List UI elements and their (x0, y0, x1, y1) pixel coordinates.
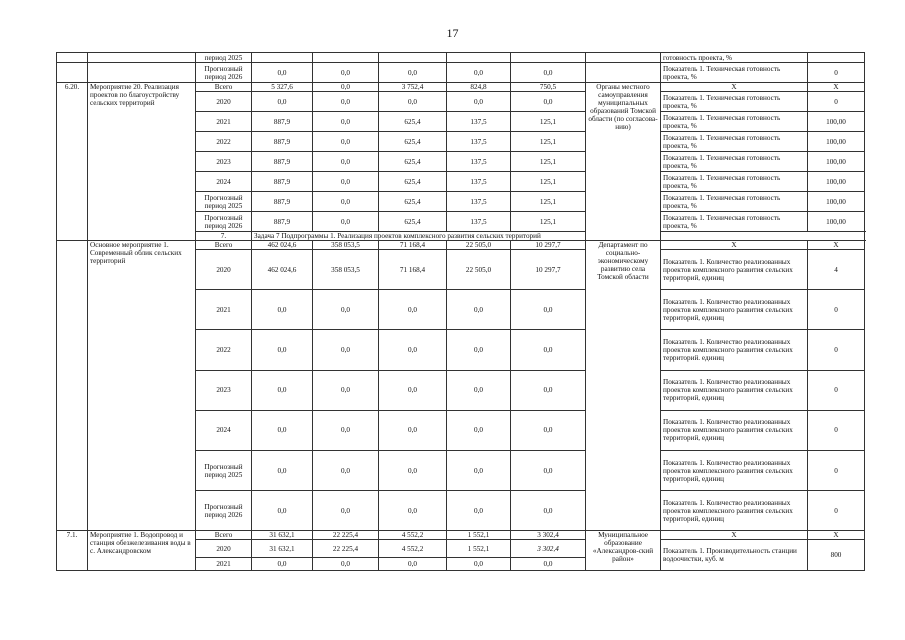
value-cell: 0,0 (511, 63, 586, 83)
period-cell: 2024 (196, 172, 252, 192)
value-cell: 887,9 (252, 172, 313, 192)
value-cell: 0,0 (447, 63, 511, 83)
number-cell (57, 53, 88, 63)
indicator-cell: Показатель 1. Техническая готовность проекта, % (661, 112, 808, 132)
value-cell: 887,9 (252, 152, 313, 172)
target-value-cell (808, 53, 865, 63)
value-cell: 137,5 (447, 152, 511, 172)
indicator-cell: Показатель 1. Техническая готовность проекта, % (661, 92, 808, 112)
value-cell: 137,5 (447, 212, 511, 232)
table-row (57, 241, 865, 250)
name-cell (88, 53, 196, 63)
period-cell: 2020 (196, 92, 252, 112)
value-cell: 0,0 (313, 410, 379, 450)
period-cell: 2023 (196, 370, 252, 410)
indicator-cell: Показатель 1. Количество реализованных проектов комплексного развития сельских территорий, единиц (661, 250, 808, 290)
value-cell: 3 302,4 (511, 540, 586, 558)
value-cell: 0,0 (252, 63, 313, 83)
value-cell: 125,1 (511, 112, 586, 132)
value-cell: 4 552,2 (379, 531, 447, 540)
value-cell: 887,9 (252, 132, 313, 152)
value-cell: 5 327,6 (252, 83, 313, 92)
table-row (57, 83, 865, 92)
value-cell: 887,9 (252, 192, 313, 212)
value-cell: 358 053,5 (313, 250, 379, 290)
value-cell: 10 297,7 (511, 241, 586, 250)
value-cell: 0,0 (313, 92, 379, 112)
program-table (56, 52, 865, 571)
value-cell: 125,1 (511, 152, 586, 172)
value-cell: 0,0 (511, 450, 586, 490)
value-cell: 0,0 (313, 63, 379, 83)
value-cell: 0,0 (511, 92, 586, 112)
target-value-cell: 100,00 (808, 212, 865, 232)
value-cell: 0,0 (252, 330, 313, 370)
target-value-cell: 0 (808, 92, 865, 112)
value-cell: 625,4 (379, 172, 447, 192)
period-cell: 2022 (196, 132, 252, 152)
value-cell: 0,0 (379, 330, 447, 370)
value-cell: 137,5 (447, 172, 511, 192)
value-cell: 31 632,1 (252, 531, 313, 540)
target-value-cell: 0 (808, 491, 865, 531)
value-cell: 0,0 (313, 330, 379, 370)
indicator-cell: Показатель 1. Техническая готовность проекта, % (661, 132, 808, 152)
value-cell: 125,1 (511, 212, 586, 232)
period-cell: Всего (196, 531, 252, 540)
value-cell: 22 225,4 (313, 540, 379, 558)
value-cell: 0,0 (379, 491, 447, 531)
executor-cell (586, 53, 661, 63)
value-cell: 125,1 (511, 192, 586, 212)
table-row (57, 53, 865, 63)
value-cell: 0,0 (511, 410, 586, 450)
executor-cell: Муниципальное образование «Александров-ский район» (586, 531, 661, 571)
value-cell: 0,0 (313, 132, 379, 152)
value-cell: 462 024,6 (252, 241, 313, 250)
target-value-cell: 0 (808, 410, 865, 450)
page-number: 17 (446, 26, 459, 40)
value-cell: 22 505,0 (447, 250, 511, 290)
value-cell: 0,0 (313, 112, 379, 132)
value-cell: 0,0 (447, 558, 511, 571)
item-number: 6.20. (57, 83, 88, 241)
value-cell: 0,0 (252, 450, 313, 490)
period-cell: Прогнозный период 2025 (196, 450, 252, 490)
indicator-cell: Показатель 1. Количество реализованных проектов комплексного развития сельских территорий. единиц (661, 330, 808, 370)
value-cell: 0,0 (313, 83, 379, 92)
item-number (57, 241, 88, 531)
target-value-cell: X (808, 83, 865, 92)
task-title: Задача 7 Подпрограммы 1. Реализация проектов комплексного развития сельских территорий (252, 232, 865, 241)
value-cell: 0,0 (313, 290, 379, 330)
value-cell (447, 53, 511, 63)
indicator-cell: X (661, 83, 808, 92)
value-cell: 625,4 (379, 192, 447, 212)
value-cell: 0,0 (313, 450, 379, 490)
period-cell: 2023 (196, 152, 252, 172)
value-cell: 0,0 (447, 410, 511, 450)
value-cell: 71 168,4 (379, 241, 447, 250)
value-cell: 125,1 (511, 172, 586, 192)
value-cell: 0,0 (379, 370, 447, 410)
value-cell: 71 168,4 (379, 250, 447, 290)
value-cell: 0,0 (313, 491, 379, 531)
target-value-cell: 100,00 (808, 172, 865, 192)
value-cell: 887,9 (252, 212, 313, 232)
value-cell (252, 53, 313, 63)
value-cell (379, 53, 447, 63)
value-cell: 31 632,1 (252, 540, 313, 558)
name-cell (88, 63, 196, 83)
value-cell: 0,0 (252, 290, 313, 330)
value-cell: 0,0 (379, 63, 447, 83)
target-value-cell: 0 (808, 330, 865, 370)
item-name: Мероприятие 20. Реализация проектов по благоустройству сельских территорий (88, 83, 196, 241)
period-cell: 2021 (196, 290, 252, 330)
period-cell: Всего (196, 241, 252, 250)
value-cell: 22 225,4 (313, 531, 379, 540)
value-cell: 137,5 (447, 192, 511, 212)
executor-cell: Органы местного самоуправления муниципальных образований Томской области (по согласова-нию) (586, 83, 661, 241)
value-cell: 625,4 (379, 212, 447, 232)
value-cell: 887,9 (252, 112, 313, 132)
period-cell: 2020 (196, 250, 252, 290)
item-name: Мероприятие 1. Водопровод и станция обезжелезивания воды в с. Александровском (88, 531, 196, 571)
indicator-cell: Показатель 1. Техническая готовность проекта, % (661, 172, 808, 192)
period-cell: период 2025 (196, 53, 252, 63)
value-cell: 0,0 (313, 192, 379, 212)
value-cell: 0,0 (511, 491, 586, 531)
value-cell: 0,0 (252, 410, 313, 450)
period-cell: Всего (196, 83, 252, 92)
item-number: 7.1. (57, 531, 88, 571)
value-cell: 0,0 (313, 370, 379, 410)
value-cell: 0,0 (447, 92, 511, 112)
period-cell: 2020 (196, 540, 252, 558)
value-cell: 0,0 (313, 558, 379, 571)
value-cell: 0,0 (313, 212, 379, 232)
value-cell: 0,0 (313, 152, 379, 172)
value-cell: 0,0 (379, 92, 447, 112)
indicator-cell: Показатель 1. Количество реализованных проектов комплексного развития сельских территорий, единиц (661, 370, 808, 410)
value-cell: 125,1 (511, 132, 586, 152)
value-cell: 3 752,4 (379, 83, 447, 92)
period-cell: Прогнозный период 2026 (196, 63, 252, 83)
value-cell: 0,0 (379, 410, 447, 450)
indicator-cell: Показатель 1. Техническая готовность проекта, % (661, 192, 808, 212)
indicator-cell: X (661, 241, 808, 250)
value-cell: 0,0 (447, 330, 511, 370)
value-cell: 4 552,2 (379, 540, 447, 558)
period-cell: Прогнозный период 2026 (196, 491, 252, 531)
value-cell: 0,0 (252, 92, 313, 112)
indicator-cell: Показатель 1. Техническая готовность проекта, % (661, 63, 808, 83)
indicator-cell: Показатель 1. Количество реализованных проектов комплексного развития сельских территорий, единиц (661, 491, 808, 531)
value-cell: 0,0 (511, 558, 586, 571)
value-cell (511, 53, 586, 63)
item-name: Основное мероприятие 1. Современный облик сельских территорий (88, 241, 196, 531)
indicator-cell: Показатель 1. Техническая готовность проекта, % (661, 152, 808, 172)
value-cell: 137,5 (447, 112, 511, 132)
target-value-cell: 100,00 (808, 152, 865, 172)
value-cell: 0,0 (379, 558, 447, 571)
target-value-cell: 0 (808, 450, 865, 490)
value-cell: 0,0 (447, 491, 511, 531)
value-cell: 0,0 (313, 172, 379, 192)
indicator-cell: Показатель 1. Количество реализованных проектов комплексного развития сельских территорий, единиц (661, 290, 808, 330)
value-cell (313, 53, 379, 63)
executor-cell (586, 63, 661, 83)
target-value-cell: 100,00 (808, 112, 865, 132)
value-cell: 3 302,4 (511, 531, 586, 540)
indicator-cell: Показатель 1. Количество реализованных проектов комплексного развития сельских территорий, единиц (661, 450, 808, 490)
number-cell (57, 63, 88, 83)
period-cell: Прогнозный период 2026 (196, 212, 252, 232)
target-value-cell: 800 (808, 540, 865, 571)
indicator-cell: X (661, 531, 808, 540)
value-cell: 0,0 (511, 290, 586, 330)
value-cell: 10 297,7 (511, 250, 586, 290)
value-cell: 358 053,5 (313, 241, 379, 250)
indicator-cell: Показатель 1. Производительность станции водоочистки, куб. м (661, 540, 808, 571)
value-cell: 0,0 (447, 290, 511, 330)
value-cell: 824,8 (447, 83, 511, 92)
value-cell: 0,0 (252, 491, 313, 531)
target-value-cell: X (808, 531, 865, 540)
target-value-cell: 0 (808, 290, 865, 330)
value-cell: 0,0 (447, 370, 511, 410)
value-cell: 137,5 (447, 132, 511, 152)
value-cell: 0,0 (252, 558, 313, 571)
indicator-cell: Показатель 1. Техническая готовность проекта, % (661, 212, 808, 232)
period-cell: 2024 (196, 410, 252, 450)
target-value-cell: 0 (808, 63, 865, 83)
value-cell: 0,0 (447, 450, 511, 490)
period-cell: 2022 (196, 330, 252, 370)
period-cell: 2021 (196, 558, 252, 571)
indicator-cell: готовность проекта, % (661, 53, 808, 63)
value-cell: 625,4 (379, 132, 447, 152)
value-cell: 1 552,1 (447, 540, 511, 558)
value-cell: 625,4 (379, 152, 447, 172)
target-value-cell: X (808, 241, 865, 250)
target-value-cell: 4 (808, 250, 865, 290)
task-number: 7. (196, 232, 252, 241)
value-cell: 22 505,0 (447, 241, 511, 250)
target-value-cell: 0 (808, 370, 865, 410)
table-row (57, 531, 865, 540)
target-value-cell: 100,00 (808, 192, 865, 212)
value-cell: 0,0 (511, 370, 586, 410)
period-cell: Прогнозный период 2025 (196, 192, 252, 212)
value-cell: 0,0 (511, 330, 586, 370)
executor-cell: Департамент по социально-экономическому развитию села Томской области (586, 241, 661, 531)
value-cell: 750,5 (511, 83, 586, 92)
value-cell: 0,0 (379, 290, 447, 330)
table-row (57, 63, 865, 83)
indicator-cell: Показатель 1. Количество реализованных проектов комплексного развития сельских территорий, единиц (661, 410, 808, 450)
value-cell: 625,4 (379, 112, 447, 132)
value-cell: 1 552,1 (447, 531, 511, 540)
value-cell: 0,0 (379, 450, 447, 490)
period-cell: 2021 (196, 112, 252, 132)
target-value-cell: 100,00 (808, 132, 865, 152)
value-cell: 462 024,6 (252, 250, 313, 290)
value-cell: 0,0 (252, 370, 313, 410)
